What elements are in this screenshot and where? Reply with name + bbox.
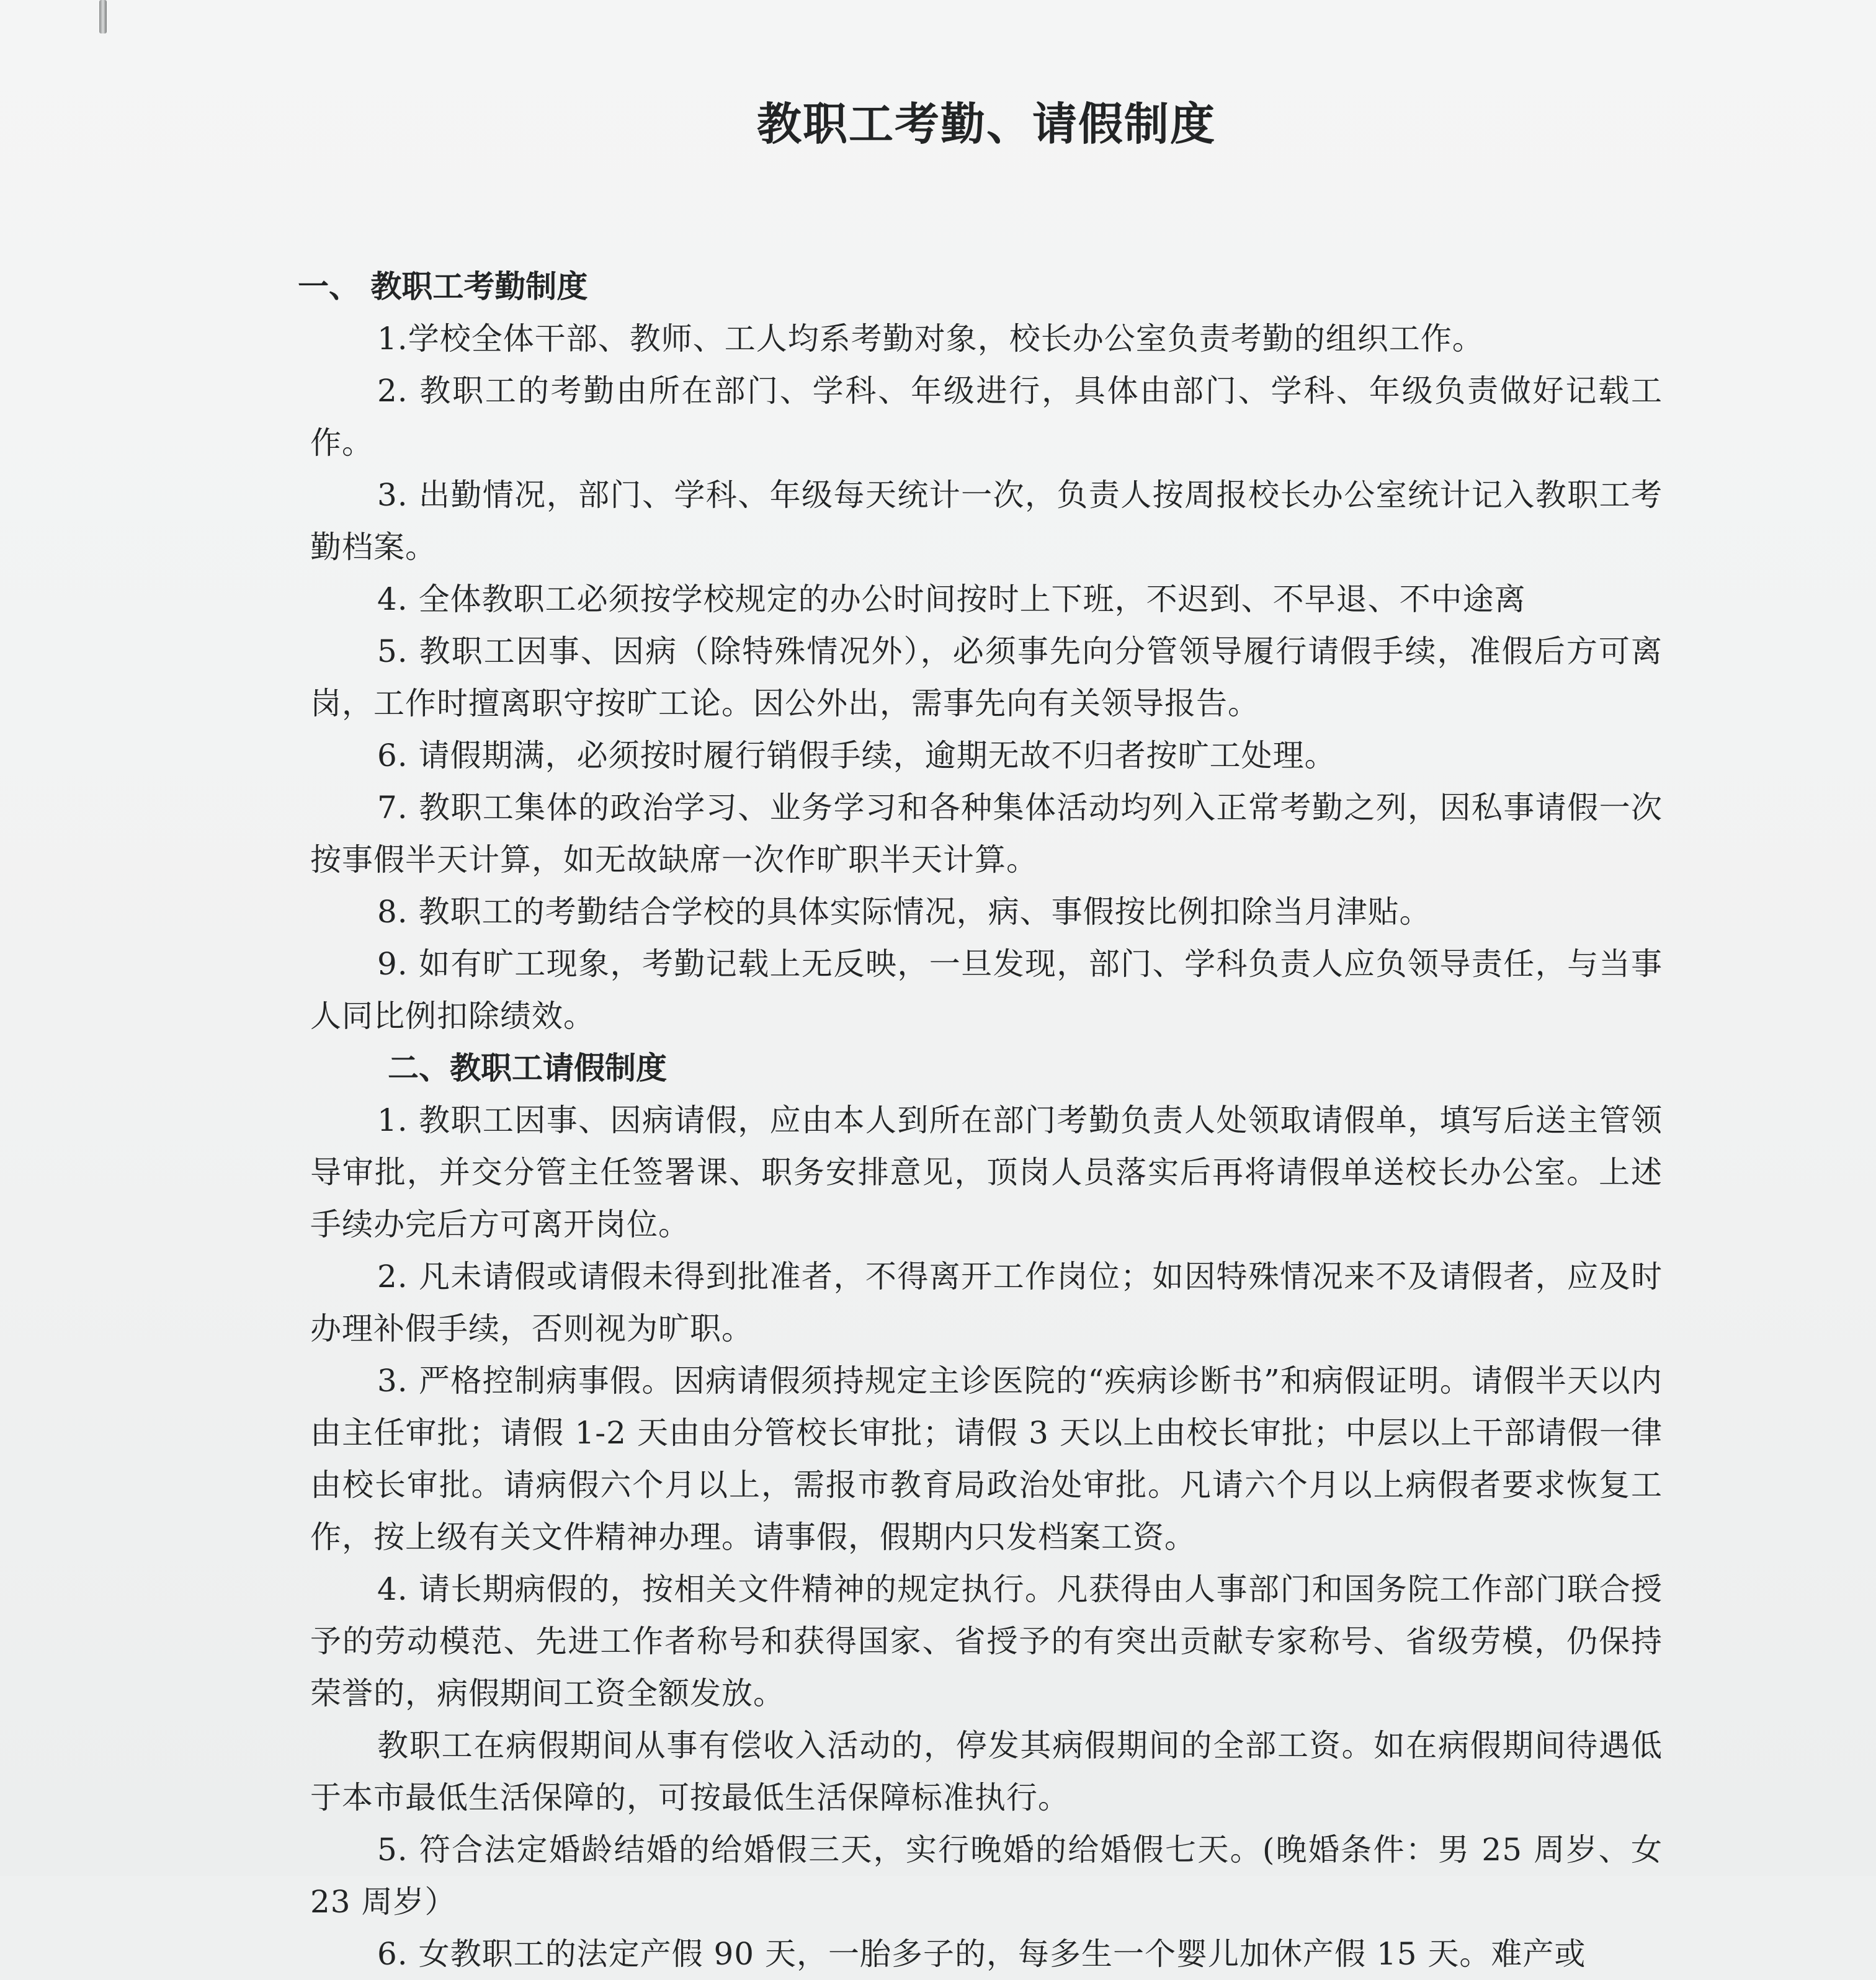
section-1-item-7: 7. 教职工集体的政治学习、业务学习和各种集体活动均列入正常考勤之列，因私事请假一次按事假半天计算，如无故缺席一次作旷职半天计算。 xyxy=(310,790,1663,878)
section-1-item-3: 3. 出勤情况，部门、学科、年级每天统计一次，负责人按周报校长办公室统计记入教职工考勤档案。 xyxy=(310,477,1663,565)
section-2-item-4-note: 教职工在病假期间从事有偿收入活动的，停发其病假期间的全部工资。如在病假期间待遇低于本市最低生活保障的，可按最低生活保障标准执行。 xyxy=(310,1728,1663,1816)
section-2-item-2: 2. 凡未请假或请假未得到批准者，不得离开工作岗位；如因特殊情况来不及请假者，应及时办理补假手续，否则视为旷职。 xyxy=(310,1259,1663,1347)
section-2-heading: 二、教职工请假制度 xyxy=(388,1050,667,1086)
section-2-item-5: 5. 符合法定婚龄结婚的给婚假三天，实行晚婚的给婚假七天。(晚婚条件：男 25 周岁、女 23 周岁） xyxy=(310,1832,1663,1920)
section-1-item-6: 6. 请假期满，必须按时履行销假手续，逾期无故不归者按旷工处理。 xyxy=(377,738,1336,774)
section-2-item-3: 3. 严格控制病事假。因病请假须持规定主诊医院的“疾病诊断书”和病假证明。请假半天以内由主任审批；请假 1-2 天由由分管校长审批；请假 3 天以上由校长审批；中层以上干部请假一律由校长审批。请病假六个月以上，需报市教育局政治处审批。凡请六个月以上病假者要求恢复工作，按上级有关文件精神办理。请事假，假期内只发档案工资。 xyxy=(310,1363,1663,1555)
section-2-item-1: 1. 教职工因事、因病请假，应由本人到所在部门考勤负责人处领取请假单，填写后送主管领导审批，并交分管主任签署课、职务安排意见，顶岗人员落实后再将请假单送校长办公室。上述手续办完后方可离开岗位。 xyxy=(310,1102,1663,1242)
section-1-item-8: 8. 教职工的考勤结合学校的具体实际情况，病、事假按比例扣除当月津贴。 xyxy=(377,894,1431,930)
staple xyxy=(99,0,107,33)
section-1-item-4: 4. 全体教职工必须按学校规定的办公时间按时上下班，不迟到、不早退、不中途离 xyxy=(377,581,1526,617)
section-1-item-2: 2. 教职工的考勤由所在部门、学科、年级进行，具体由部门、学科、年级负责做好记载工作。 xyxy=(310,373,1663,461)
section-2-item-4: 4. 请长期病假的，按相关文件精神的规定执行。凡获得由人事部门和国务院工作部门联合授予的劳动模范、先进工作者称号和获得国家、省授予的有突出贡献专家称号、省级劳模，仍保持荣誉的，病假期间工资全额发放。 xyxy=(310,1571,1663,1711)
document xyxy=(298,93,1663,1980)
section-1-heading: 一、 教职工考勤制度 xyxy=(298,269,588,305)
section-1-item-9: 9. 如有旷工现象，考勤记载上无反映，一旦发现，部门、学科负责人应负领导责任，与当事人同比例扣除绩效。 xyxy=(310,946,1663,1034)
section-2-item-6: 6. 女教职工的法定产假 90 天，一胎多子的，每多生一个婴儿加休产假 15 天。难产或 xyxy=(377,1936,1586,1972)
section-1-item-5: 5. 教职工因事、因病（除特殊情况外），必须事先向分管领导履行请假手续，准假后方可离岗，工作时擅离职守按旷工论。因公外出，需事先向有关领导报告。 xyxy=(310,633,1663,721)
section-1-item-1: 1.学校全体干部、教师、工人均系考勤对象，校长办公室负责考勤的组织工作。 xyxy=(377,321,1484,357)
document-title: 教职工考勤、请假制度 xyxy=(756,98,1216,150)
